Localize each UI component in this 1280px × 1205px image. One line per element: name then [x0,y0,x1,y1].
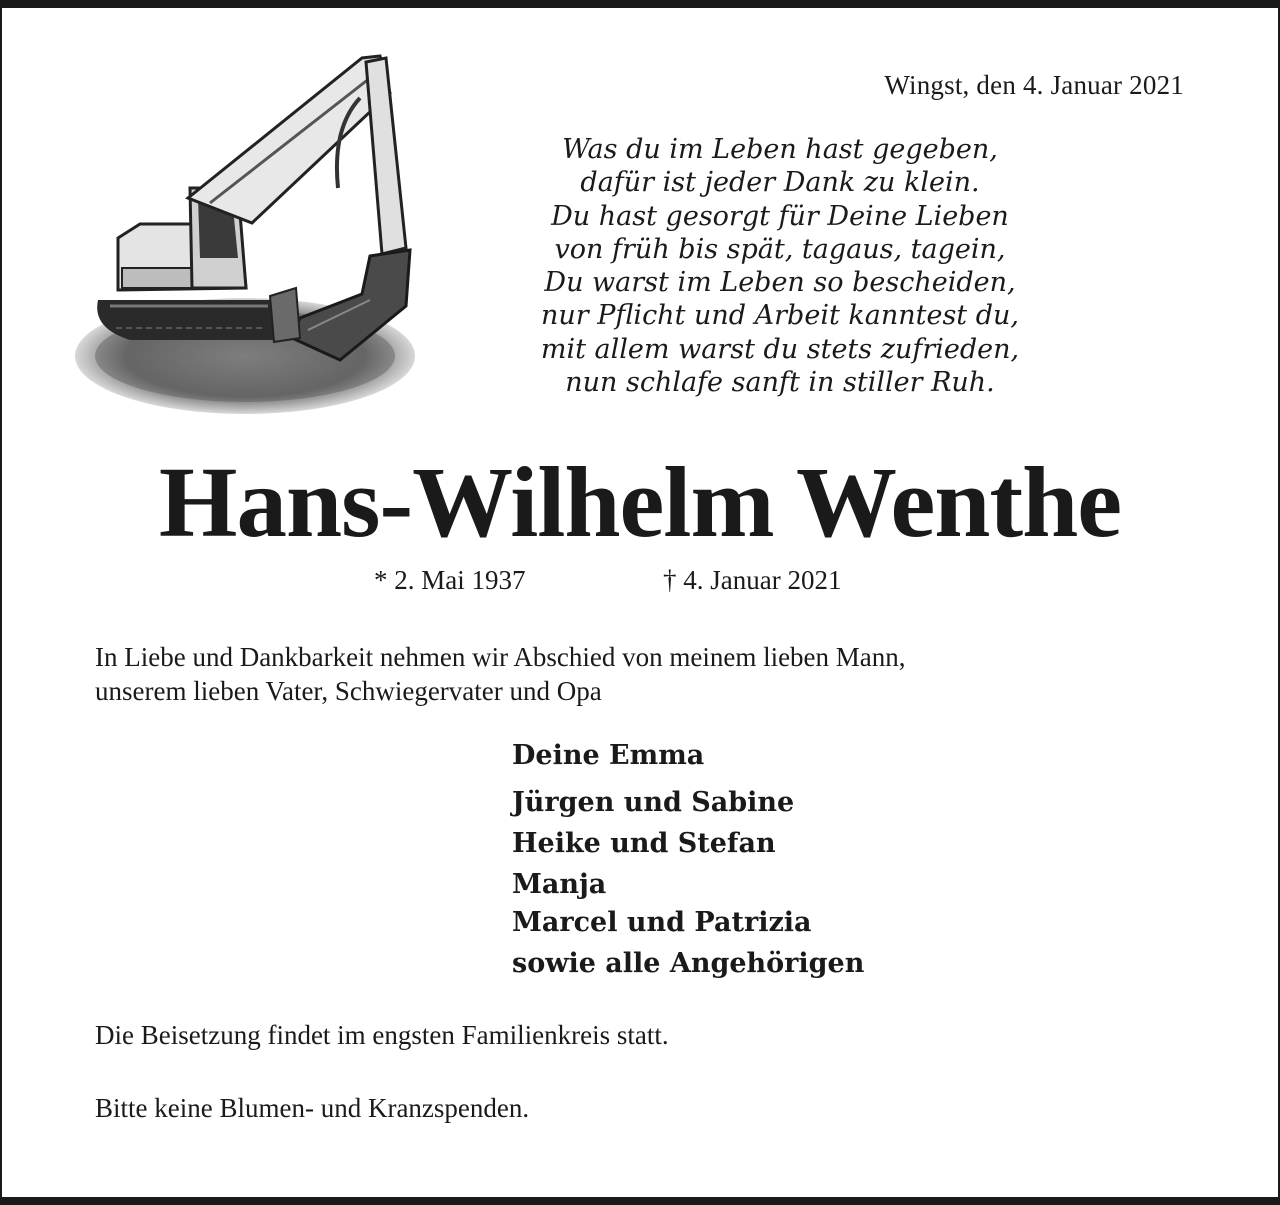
poem-line: nun schlafe sanft in stiller Ruh. [565,367,995,399]
mourner: Deine Emma [512,740,705,771]
mourner: Manja [512,869,607,900]
mourner: sowie alle Angehörigen [512,948,865,979]
mourner: Marcel und Patrizia [512,907,812,938]
poem-line: dafür ist jeder Dank zu klein. [580,167,980,199]
funeral-note: Die Beisetzung findet im engsten Familienkreis statt. [95,1020,669,1050]
mourner: Heike und Stefan [512,828,776,859]
poem-line: Du hast gesorgt für Deine Lieben [551,200,1009,232]
poem-line: nur Pflicht und Arbeit kanntest du, [540,300,1019,332]
mourner: Jürgen und Sabine [512,787,795,818]
intro-text [95,640,906,708]
excavator-icon [70,38,420,418]
intro-line: unserem lieben Vater, Schwiegervater und Opa [95,676,602,706]
death-date: † 4. Januar 2021 [663,565,842,595]
poem-line: Du warst im Leben so bescheiden, [544,267,1016,299]
deceased-name: Hans-Wilhelm Wenthe [158,446,1122,558]
poem [480,133,1080,399]
flowers-note: Bitte keine Blumen- und Kranzspenden. [95,1093,530,1123]
poem-line: mit allem warst du stets zufrieden, [540,333,1020,365]
place-date: Wingst, den 4. Januar 2021 [884,70,1184,100]
birth-date: * 2. Mai 1937 [374,565,526,595]
poem-line: Was du im Leben hast gegeben, [562,134,998,165]
poem-line: von früh bis spät, tagaus, tagein, [554,233,1006,265]
intro-line: In Liebe und Dankbarkeit nehmen wir Abschied von meinem lieben Mann, [95,642,906,672]
